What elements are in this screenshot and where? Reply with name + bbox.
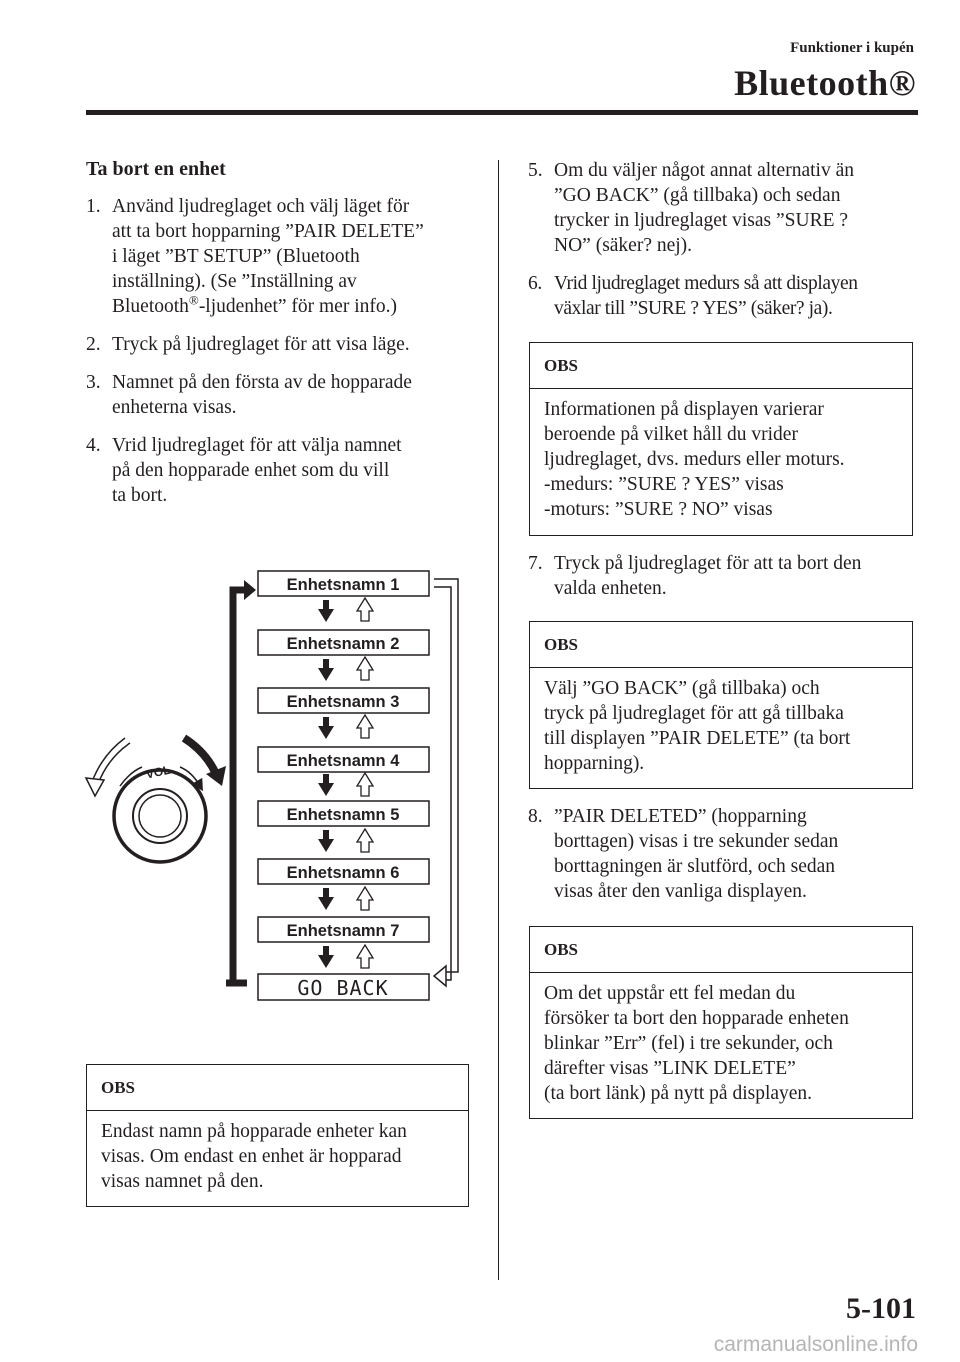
- down-arrow-icon: [318, 897, 334, 910]
- device-item-2: [258, 630, 429, 655]
- device-item-6: [258, 859, 429, 884]
- svg-text:Enhetsnamn 1: Enhetsnamn 1: [286, 576, 400, 594]
- down-arrow-icon: [318, 783, 334, 796]
- selection-loop-bracket: [226, 580, 256, 983]
- svg-text:Enhetsnamn 4: Enhetsnamn 4: [286, 752, 400, 770]
- step-6: 6. Vrid ljudreglaget medurs så att displayen växlar till ”SURE ? YES” (säker? ja).: [528, 273, 858, 319]
- down-arrow-icon: [318, 955, 334, 968]
- down-arrow-icon: [318, 726, 334, 739]
- go-back-item: [258, 974, 429, 1000]
- procedure-heading: Ta bort en enhet: [86, 158, 226, 180]
- step-2: 2. Tryck på ljudreglaget för att visa läge.: [86, 334, 410, 355]
- return-loop-bracket: [434, 579, 458, 986]
- knob-inner-ring: [133, 789, 187, 843]
- header-rule: [86, 110, 918, 115]
- step-7: 7. Tryck på ljudreglaget för att ta bort den valda enheten.: [528, 553, 862, 599]
- device-item-3: [258, 688, 429, 713]
- step-1: 1. Använd ljudreglaget och välj läget för att ta bort hopparning ”PAIR DELETE” i läget ”BT SETUP” (Bluetooth inställning). (Se ”Inställning av Bluetooth®-ljudenhet” för mer info.): [86, 196, 424, 317]
- return-arrow-icon: [434, 966, 446, 986]
- step-8: 8. ”PAIR DELETED” (hopparning borttagen) visas i tre sekunder sedan borttagningen är slutförd, och sedan visas åter den vanliga displayen.: [528, 806, 839, 902]
- left-steps: [86, 194, 476, 521]
- arrow-pair-4: [318, 773, 373, 796]
- down-arrow-icon: [318, 609, 334, 622]
- down-arrow-icon: [318, 839, 334, 852]
- arrow-pair-1: [318, 598, 373, 622]
- svg-text:Enhetsnamn 2: Enhetsnamn 2: [286, 635, 400, 653]
- up-arrow-icon: [357, 598, 373, 621]
- up-arrow-icon: [357, 945, 373, 968]
- device-item-1: [258, 571, 429, 596]
- arrow-pair-7: [318, 945, 373, 968]
- volume-knob: [86, 738, 226, 862]
- obs-note-error: OBS Om det uppstår ett fel medan du försöker ta bort den hopparade enheten blinkar ”Err” (fel) i tre sekunder, och därefter visas ”LINK DELETE” (ta bort länk) på nytt på displayen.: [529, 926, 913, 1119]
- svg-text:GO BACK: GO BACK: [297, 976, 389, 1000]
- obs-note-go-back: OBS Välj ”GO BACK” (gå tillbaka) och tryck på ljudreglaget för att gå tillbaka till displayen ”PAIR DELETE” (ta bort hopparning).: [529, 621, 913, 789]
- svg-text:Enhetsnamn 7: Enhetsnamn 7: [286, 922, 400, 940]
- obs-note-rotation: OBS Informationen på displayen varierar beroende på vilket håll du vrider ljudreglaget, dvs. medurs eller moturs. -medurs: ”SURE ? YES” visas -moturs: ”SURE ? NO” visas: [529, 342, 913, 536]
- arrow-pair-2: [318, 657, 373, 681]
- knob-label: VOL: [144, 762, 172, 782]
- device-item-7: [258, 917, 429, 942]
- up-arrow-icon: [357, 715, 373, 738]
- svg-text:Enhetsnamn 3: Enhetsnamn 3: [286, 693, 400, 711]
- clockwise-arrow-icon: [184, 738, 216, 774]
- down-arrow-icon: [318, 668, 334, 681]
- knob-center: [139, 795, 181, 837]
- column-divider: [498, 160, 499, 1280]
- svg-text:Enhetsnamn 6: Enhetsnamn 6: [286, 864, 400, 882]
- step-3: 3. Namnet på den första av de hopparade enheterna visas.: [86, 372, 412, 418]
- step-5: 5. Om du väljer något annat alternativ än ”GO BACK” (gå tillbaka) och sedan trycker in ljudreglaget visas ”SURE ? NO” (säker? nej).: [528, 160, 854, 256]
- arrow-pair-5: [318, 829, 373, 852]
- page-number: 5-101: [846, 1292, 916, 1325]
- up-arrow-icon: [357, 657, 373, 680]
- knob-outer-ring: [114, 770, 206, 862]
- section-title: Bluetooth®: [734, 63, 916, 103]
- up-arrow-icon: [357, 829, 373, 852]
- chapter-title: Funktioner i kupén: [790, 40, 914, 56]
- watermark: carmanualsonline.info: [713, 1333, 918, 1356]
- device-item-4: [258, 747, 429, 772]
- counterclockwise-arrow-icon: [98, 743, 130, 784]
- device-item-5: [258, 801, 429, 826]
- up-arrow-icon: [357, 887, 373, 910]
- svg-text:Enhetsnamn 5: Enhetsnamn 5: [286, 806, 400, 824]
- up-arrow-icon: [357, 773, 373, 796]
- arrow-pair-6: [318, 887, 373, 910]
- arrow-pair-3: [318, 715, 373, 739]
- step-4: 4. Vrid ljudreglaget för att välja namnet på den hopparade enhet som du vill ta bort.: [86, 435, 402, 506]
- obs-note-left: OBS Endast namn på hopparade enheter kan visas. Om endast en enhet är hopparad visas namnet på den.: [86, 1064, 469, 1207]
- device-list-diagram: [80, 560, 480, 1010]
